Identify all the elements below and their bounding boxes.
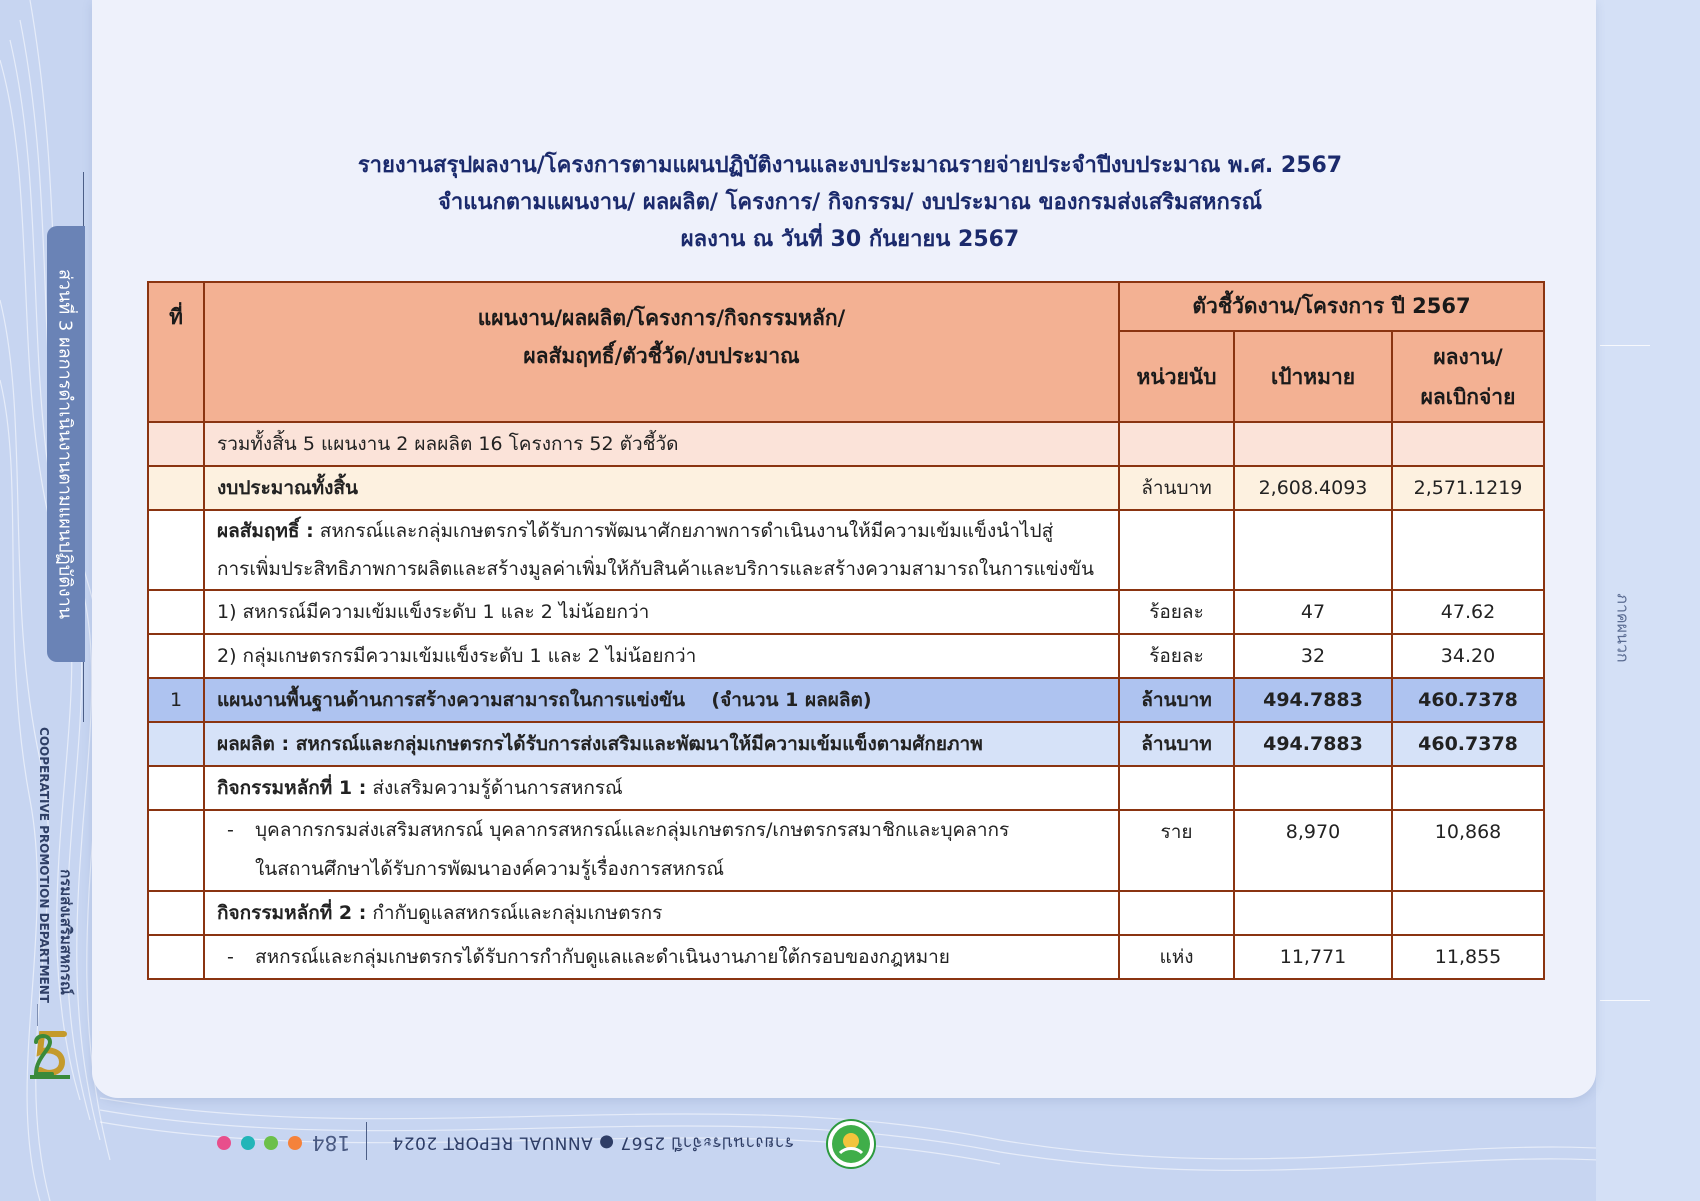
table-row-budget [148, 466, 1544, 510]
indicator-1-result: 47.62 [1392, 590, 1544, 634]
department-name-en: COOPERATIVE PROMOTION DEPARTMENT [37, 727, 51, 1003]
header-plan-line2: ผลสัมฤทธิ์/ตัวชี้วัด/งบประมาณ [523, 344, 800, 368]
activity-2-item-cell [204, 935, 1119, 979]
output-label: ผลผลิต : สหกรณ์และกลุ่มเกษตรกรได้รับการส่งเสริมและพัฒนาให้มีความเข้มแข็งตามศักยภาพ [204, 722, 1119, 766]
header-no: ที่ [148, 282, 204, 422]
activity-1-item-unit: ราย [1119, 810, 1234, 891]
title-line-3: ผลงาน ณ วันที่ 30 กันยายน 2567 [680, 227, 1020, 252]
budget-unit: ล้านบาท [1119, 466, 1234, 510]
indicator-2-unit: ร้อยละ [1119, 634, 1234, 678]
budget-target: 2,608.4093 [1234, 466, 1392, 510]
table-row-outcome [148, 510, 1544, 590]
cell-no [148, 422, 204, 466]
right-marker-top [1600, 345, 1650, 346]
table-row-activity-1-item [148, 810, 1544, 891]
header-indicator: ตัวชี้วัดงาน/โครงการ ปี 2567 [1119, 282, 1544, 331]
header-result-line2: ผลเบิกจ่าย [1420, 384, 1516, 409]
table-row-activity-1 [148, 766, 1544, 810]
activity-2-text: กำกับดูแลสหกรณ์และกลุ่มเกษตรกร [372, 902, 663, 924]
activity-1-key: กิจกรรมหลักที่ 1 : [217, 777, 367, 799]
activity-2-item-result: 11,855 [1392, 935, 1544, 979]
header-result-line1: ผลงาน/ [1433, 344, 1503, 369]
indicator-2-target: 32 [1234, 634, 1392, 678]
title-line-2: จำแนกตามแผนงาน/ ผลผลิต/ โครงการ/ กิจกรรม/ งบประมาณ ของกรมส่งเสริมสหกรณ์ [437, 190, 1262, 215]
indicator-1-unit: ร้อยละ [1119, 590, 1234, 634]
section-tab-label: ส่วนที่ 3 ผลการดำเนินงานตามแผนปฏิบัติงาน [54, 268, 76, 620]
header-unit: หน่วยนับ [1119, 331, 1234, 422]
table-row-output [148, 722, 1544, 766]
footer-dot-teal [241, 1136, 255, 1150]
plan-1-unit: ล้านบาท [1119, 678, 1234, 722]
table-row-indicator-1 [148, 590, 1544, 634]
footer-dot-pink [217, 1136, 231, 1150]
output-result: 460.7378 [1392, 722, 1544, 766]
footer-dot-orange [288, 1136, 302, 1150]
header-plan-line1: แผนงาน/ผลผลิต/โครงการ/กิจกรรมหลัก/ [477, 306, 846, 330]
department-divider [37, 1004, 38, 1026]
outcome-cell [204, 510, 1119, 590]
plan-1-no: 1 [148, 678, 204, 722]
footer-report-text: รายงานประจำปี 2567 ● ANNUAL REPORT 2024 [391, 1132, 795, 1153]
report-title [142, 147, 1558, 258]
activity-1-item-text-2: ในสถานศึกษาได้รับการพัฒนาองค์ความรู้เรื่องการสหกรณ์ [255, 858, 725, 880]
plan-1-result: 460.7378 [1392, 678, 1544, 722]
title-line-1: รายงานสรุปผลงาน/โครงการตามแผนปฏิบัติงานและงบประมาณรายจ่ายประจำปีงบประมาณ พ.ศ. 2567 [357, 153, 1343, 178]
indicator-2-label: 2) กลุ่มเกษตรกรมีความเข้มแข็งระดับ 1 และ 2 ไม่น้อยกว่า [204, 634, 1119, 678]
outcome-text-1: สหกรณ์และกลุ่มเกษตรกรได้รับการพัฒนาศักยภาพการดำเนินงานให้มีความเข้มแข็งนำไปสู่ [319, 520, 1054, 542]
outcome-text-2: การเพิ่มประสิทธิภาพการผลิตและสร้างมูลค่าเพิ่มให้กับสินค้าและบริการและสร้างความสามารถในการแข่งขัน [217, 558, 1095, 580]
table-row-activity-2 [148, 891, 1544, 935]
anniversary-52-logo [28, 1030, 72, 1080]
page-number: 184 [311, 1131, 351, 1155]
activity-2-item-target: 11,771 [1234, 935, 1392, 979]
output-unit: ล้านบาท [1119, 722, 1234, 766]
budget-label: งบประมาณทั้งสิ้น [204, 466, 1119, 510]
activity-1-item-cell [204, 810, 1119, 891]
header-plan [204, 282, 1119, 422]
indicator-1-target: 47 [1234, 590, 1392, 634]
performance-table [147, 281, 1545, 980]
total-label: รวมทั้งสิ้น 5 แผนงาน 2 ผลผลิต 16 โครงการ 52 ตัวชี้วัด [204, 422, 1119, 466]
activity-2-key: กิจกรรมหลักที่ 2 : [217, 902, 367, 924]
activity-1-item-result: 10,868 [1392, 810, 1544, 891]
department-name-th: กรมส่งเสริมสหกรณ์ [57, 869, 75, 995]
activity-1-cell [204, 766, 1119, 810]
table-row-indicator-2 [148, 634, 1544, 678]
activity-2-item-dash: - [227, 946, 234, 968]
plan-1-target: 494.7883 [1234, 678, 1392, 722]
appendix-label: ภาคผนวก [1613, 593, 1633, 663]
table-row-activity-2-item [148, 935, 1544, 979]
activity-2-item-unit: แห่ง [1119, 935, 1234, 979]
budget-result: 2,571.1219 [1392, 466, 1544, 510]
left-rule-top [83, 172, 84, 226]
outcome-key: ผลสัมฤทธิ์ : [217, 520, 314, 542]
header-target: เป้าหมาย [1234, 331, 1392, 422]
plan-1-label: แผนงานพื้นฐานด้านการสร้างความสามารถในการแข่งขัน (จำนวน 1 ผลผลิต) [204, 678, 1119, 722]
output-target: 494.7883 [1234, 722, 1392, 766]
table-row-plan-1 [148, 678, 1544, 722]
indicator-1-label: 1) สหกรณ์มีความเข้มแข็งระดับ 1 และ 2 ไม่น้อยกว่า [204, 590, 1119, 634]
cooperative-department-logo [826, 1119, 876, 1169]
activity-1-item-dash: - [227, 819, 234, 841]
footer-dot-green [264, 1136, 278, 1150]
table-row-total [148, 422, 1544, 466]
header-result [1392, 331, 1544, 422]
activity-2-cell [204, 891, 1119, 935]
activity-1-item-target: 8,970 [1234, 810, 1392, 891]
activity-1-text: ส่งเสริมความรู้ด้านการสหกรณ์ [372, 777, 623, 799]
right-marker-bottom [1600, 1000, 1650, 1001]
footer-divider [366, 1122, 367, 1160]
activity-1-item-text-1: บุคลากรกรมส่งเสริมสหกรณ์ บุคลากรสหกรณ์และกลุ่มเกษตรกร/เกษตรกรสมาชิกและบุคลากร [255, 819, 1010, 841]
left-rule-bottom [83, 662, 84, 722]
activity-2-item-text: สหกรณ์และกลุ่มเกษตรกรได้รับการกำกับดูแลและดำเนินงานภายใต้กรอบของกฎหมาย [255, 946, 950, 968]
indicator-2-result: 34.20 [1392, 634, 1544, 678]
